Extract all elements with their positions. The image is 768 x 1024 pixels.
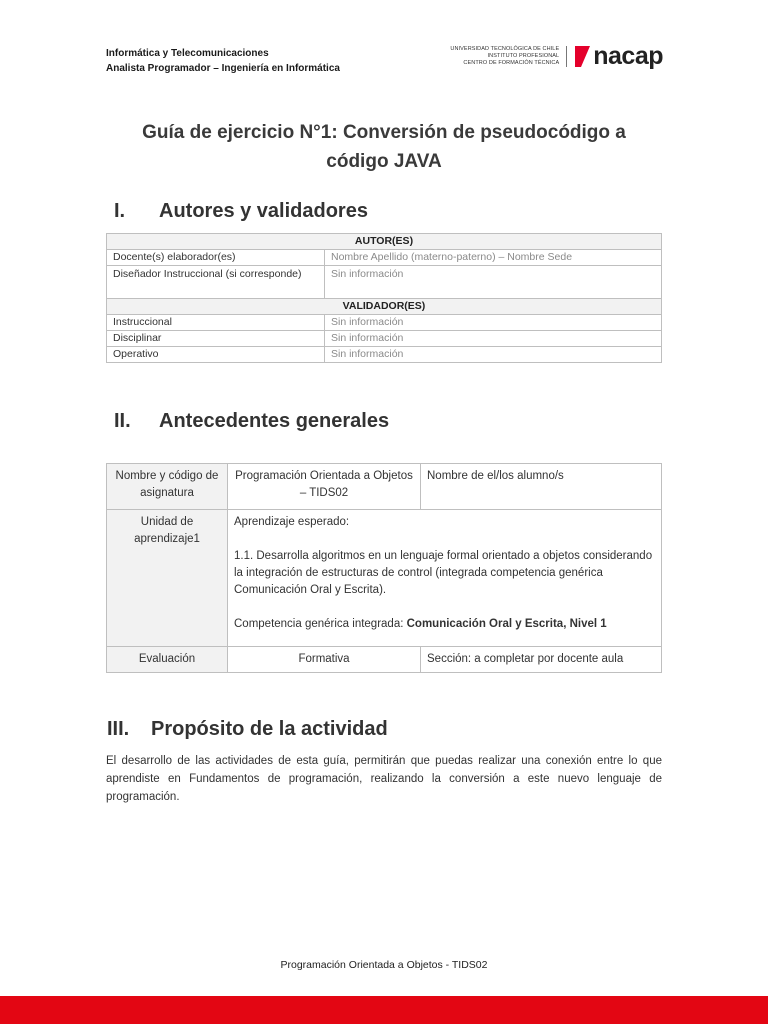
learning-text: 1.1. Desarrolla algoritmos en un lenguaje formal orientado a objetos considerando la integración de estructuras de control (integrada competencia genérica Comunicación Oral y Escrita). <box>234 550 653 596</box>
section-heading-purpose <box>106 718 388 741</box>
row-value: Nombre Apellido (materno-paterno) – Nombre Sede <box>325 250 662 266</box>
learning-label: Aprendizaje esperado: <box>234 516 350 528</box>
table-row <box>107 464 662 510</box>
row-label: Disciplinar <box>107 331 325 347</box>
table-row <box>107 510 662 647</box>
row-value: Sin información <box>325 266 662 299</box>
table-row <box>107 647 662 673</box>
page-title <box>106 118 662 176</box>
institution-line-3: CENTRO DE FORMACIÓN TÉCNICA <box>463 60 560 66</box>
title-line-2: código JAVA <box>326 151 442 172</box>
section-number: III. <box>107 718 130 740</box>
row-label: Docente(s) elaborador(es) <box>107 250 325 266</box>
institution-text <box>450 46 567 67</box>
section-number: I. <box>114 200 126 222</box>
competence-line <box>234 616 655 633</box>
section-heading-authors <box>106 200 368 223</box>
general-info-table <box>106 463 662 673</box>
competence-label: Competencia genérica integrada: <box>234 618 404 630</box>
row-value: Sin información <box>325 315 662 331</box>
document-header <box>106 46 340 76</box>
authors-table <box>106 233 662 363</box>
competence-value: Comunicación Oral y Escrita, Nivel 1 <box>406 618 607 630</box>
header-program: Analista Programador – Ingeniería en Informática <box>106 63 340 74</box>
inacap-logo-mark-icon <box>575 46 590 67</box>
table-row <box>107 331 662 347</box>
institution-line-1: UNIVERSIDAD TECNOLÓGICA DE CHILE <box>450 46 560 52</box>
evaluation-label: Evaluación <box>107 647 228 673</box>
table-row <box>107 266 662 299</box>
header-area: Informática y Telecomunicaciones <box>106 48 269 59</box>
institution-line-2: INSTITUTO PROFESIONAL <box>487 53 560 59</box>
table-header-row <box>107 299 662 315</box>
row-label: Instruccional <box>107 315 325 331</box>
row-value: Sin información <box>325 347 662 363</box>
learning-cell <box>228 510 662 647</box>
section-number: II. <box>114 410 131 432</box>
table-row <box>107 347 662 363</box>
inacap-logo <box>575 44 663 69</box>
footer-red-bar <box>0 996 768 1024</box>
subject-value: Programación Orientada a Objetos – TIDS02 <box>228 464 421 510</box>
table-row <box>107 250 662 266</box>
purpose-paragraph: El desarrollo de las actividades de esta guía, permitirán que puedas realizar una conexión entre lo que aprendiste en Fundamentos de programación, realizando la conversión a este nuevo lenguaje de programación. <box>106 755 662 803</box>
autor-header: AUTOR(ES) <box>107 234 662 250</box>
table-header-row <box>107 234 662 250</box>
students-label: Nombre de el/los alumno/s <box>421 464 662 510</box>
page-footer: Programación Orientada a Objetos - TIDS02 <box>280 959 488 971</box>
unit-label: Unidad de aprendizaje1 <box>107 510 228 647</box>
inacap-logo-text: nacap <box>593 42 663 70</box>
row-label: Diseñador Instruccional (si corresponde) <box>107 266 325 299</box>
evaluation-value: Formativa <box>228 647 421 673</box>
validador-header: VALIDADOR(ES) <box>107 299 662 315</box>
table-row <box>107 315 662 331</box>
section-title: Antecedentes generales <box>159 410 390 432</box>
section-heading-general <box>106 410 389 433</box>
title-line-1: Guía de ejercicio N°1: Conversión de pseudocódigo a <box>142 122 626 143</box>
row-value: Sin información <box>325 331 662 347</box>
institution-branding <box>450 44 663 69</box>
section-title: Propósito de la actividad <box>151 718 388 740</box>
row-label: Operativo <box>107 347 325 363</box>
section-title: Autores y validadores <box>159 200 368 222</box>
subject-label: Nombre y código de asignatura <box>107 464 228 510</box>
section-note: Sección: a completar por docente aula <box>421 647 662 673</box>
